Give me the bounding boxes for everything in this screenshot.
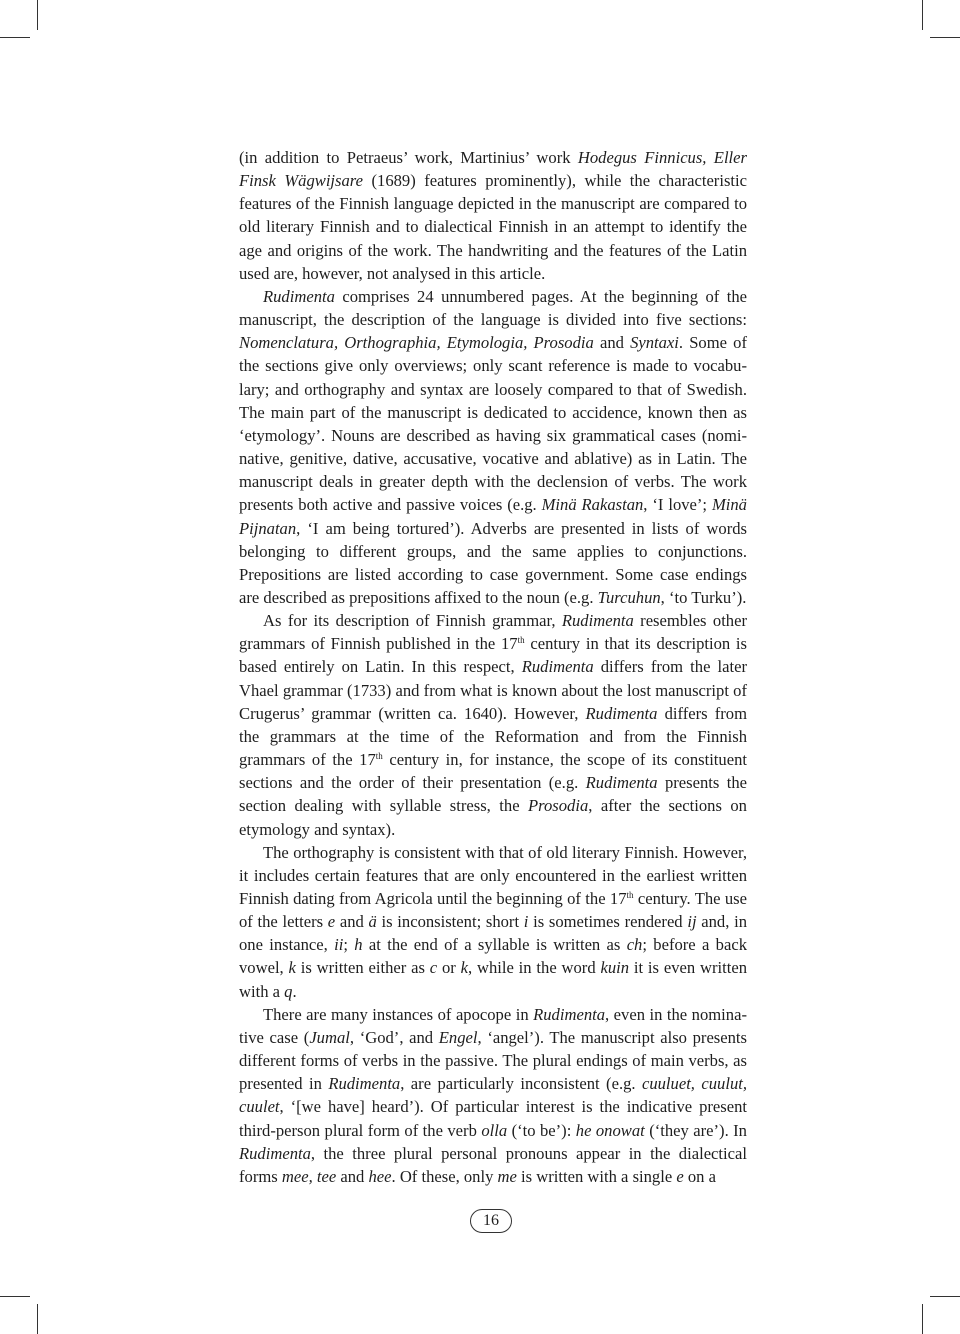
text-run: ; before a back vowel, (239, 935, 747, 978)
body-text (239, 146, 747, 1188)
italic-term: Minä Rakastan (541, 495, 644, 515)
text-run: differs from the later Vhael grammar (1733) and from what is known about the lost manuscript of Crugerus’ grammar (written ca. 1640). However, (239, 657, 748, 723)
italic-term: Minä Pijnatan (239, 495, 747, 538)
text-run: on a (683, 1166, 716, 1186)
text-run: , are particularly inconsistent (e.g. (400, 1074, 642, 1094)
paragraph (239, 146, 747, 285)
italic-term: Turcuhun (597, 587, 661, 607)
italic-term: c (429, 958, 438, 978)
text-run: (1689) features prominently), while the characteristic features of the Finnish language depicted in the manuscript are compared to old literary Finnish and to dialectical Finnish in an attempt to identify the age and origins of the work. The handwriting and the features of the Latin used are, however, not analysed in this article. (239, 171, 747, 283)
italic-term: he onowat (575, 1120, 645, 1140)
text-run: , ‘I am being tortured’). Adverbs are presented in lists of words belonging to different groups, and the same applies to conjunctions. Prepositions are listed according to case government. Some case endings are described as prepositions affixed to the noun (e.g. (239, 518, 747, 607)
italic-term: ij (687, 912, 697, 932)
italic-term: Rudimenta (585, 703, 658, 723)
crop-mark-top-left-horizontal (0, 37, 30, 38)
text-run: , while in the word (468, 958, 601, 978)
crop-mark-bottom-right-vertical (922, 1304, 923, 1334)
text-run: . Some of the sections give only overviews; only scant reference is made to vocabulary; and orthography and syntax are loosely compared to that of Swedish. The main part of the manuscript is dedicated to accidence, known then as ‘etymology’. Nouns are described as having six grammatical cases (nominative, genitive, dative, accusative, vocative and ablative) as in Latin. The manuscript deals in greater depth with the declension of verbs. The work presents both active and passive voices (e.g. (239, 333, 747, 515)
italic-term: Hodegus Finnicus, Eller Finsk Wägwijsare (239, 148, 747, 191)
italic-term: Rudimenta (239, 1143, 311, 1163)
italic-term: ch (626, 935, 643, 955)
text-run: , ‘[we have] heard’). Of particular interest is the indicative present third-person plural form of the verb (239, 1097, 747, 1140)
text-run: There are many instances of apocope in (263, 1004, 534, 1024)
text-run: , the three plural personal pronouns appear in the dialectical forms (239, 1143, 747, 1186)
text-run: , ‘I love’; (643, 495, 712, 515)
superscript: th (517, 635, 525, 646)
paragraph (239, 841, 747, 1003)
text-run: (in addition to Petraeus’ work, Martinius’ work (239, 148, 578, 167)
text-run: is written with a single (516, 1166, 677, 1186)
text-run: As for its description of Finnish grammar, (263, 611, 562, 631)
superscript: th (626, 890, 634, 900)
crop-mark-top-right-horizontal (930, 37, 960, 38)
crop-mark-top-left-vertical (37, 0, 38, 30)
text-run: resembles other grammars of Finnish published in the 17 (239, 611, 747, 654)
italic-term: k (288, 958, 296, 978)
italic-term: Rudimenta (561, 611, 634, 631)
italic-term: Rudimenta (585, 773, 658, 793)
crop-mark-bottom-left-horizontal (0, 1296, 30, 1297)
superscript: th (375, 751, 383, 762)
italic-term: i (523, 912, 529, 932)
italic-term: ii (334, 935, 344, 955)
text-run: differs from the grammars at the time of the Reformation and from the Finnish grammars of the 17 (239, 703, 747, 770)
italic-term: Nomenclatura, Orthographia, Etymologia, Prosodia (239, 333, 594, 353)
text-run: and (335, 912, 369, 932)
italic-term: Rudimenta (328, 1074, 401, 1094)
text-run: , after the sections on etymology and syntax). (239, 796, 747, 839)
italic-term: kuin (600, 958, 630, 978)
italic-term: e (327, 912, 336, 932)
text-run: century in, for instance, the scope of its constituent sections and the order of their presentation (e.g. (239, 750, 747, 793)
paragraph (239, 1003, 747, 1188)
text-run: (‘to be’): (507, 1120, 576, 1140)
text-run: . (292, 981, 297, 1001)
italic-term: ä (368, 912, 377, 932)
text-run: , even in the nominative case ( (239, 1004, 747, 1047)
text-run: century in that its description is based entirely on Latin. In this respect, (239, 634, 747, 677)
text-run: at the end of a syllable is written as (362, 935, 627, 955)
italic-term: q (284, 981, 293, 1001)
italic-term: mee, tee (281, 1166, 337, 1186)
text-run: and (593, 333, 631, 353)
crop-mark-top-right-vertical (922, 0, 923, 30)
italic-term: e (676, 1166, 684, 1186)
text-run: , ‘to Turku’). (660, 587, 747, 607)
text-run: century. The use of the letters (239, 889, 748, 932)
text-run: , ‘angel’). The manuscript also presents different forms of verbs in the passive. The plural endings of main verbs, as presented in (239, 1027, 747, 1094)
italic-term: olla (481, 1120, 508, 1140)
italic-term: Jumal (309, 1027, 350, 1047)
text-run: is written either as (295, 958, 430, 978)
italic-term: Syntaxi (630, 333, 679, 353)
crop-mark-bottom-right-horizontal (930, 1296, 960, 1297)
italic-term: Rudimenta (533, 1004, 606, 1024)
text-run: and, in one instance, (239, 912, 747, 955)
italic-term: hee (368, 1166, 392, 1186)
paragraph (239, 609, 747, 841)
italic-term: Rudimenta (263, 286, 335, 306)
text-run: The orthography is consistent with that of old literary Finnish. However, it includes certain features that are only encountered in the earliest written Finnish dating from Agricola until the beginning of the 17 (239, 842, 747, 908)
text-run: or (437, 958, 461, 978)
text-run: , ‘God’, and (349, 1027, 439, 1047)
text-run: comprises 24 unnumbered pages. At the beginning of the manuscript, the description of the language is divided into five sections: (239, 286, 747, 330)
italic-term: k (460, 958, 468, 978)
italic-term: Rudimenta (521, 657, 594, 677)
italic-term: me (497, 1166, 517, 1186)
italic-term: Prosodia (528, 796, 589, 816)
crop-mark-bottom-left-vertical (37, 1304, 38, 1334)
text-run: and (336, 1166, 369, 1186)
italic-term: cuuluet, cuulut, cuulet (239, 1074, 747, 1117)
text-run: is inconsistent; short (376, 912, 524, 932)
italic-term: h (354, 935, 363, 955)
text-run: is sometimes rendered (528, 912, 688, 932)
page-number: 16 (470, 1209, 512, 1233)
text-run: ; (343, 935, 355, 955)
paragraph (239, 285, 747, 609)
text-run: presents the section dealing with syllable stress, the (239, 773, 747, 816)
text-run: it is even written with a (239, 958, 747, 1001)
italic-term: Engel (438, 1027, 478, 1047)
text-run: (‘they are’). In (644, 1120, 747, 1140)
text-run: . Of these, only (391, 1166, 498, 1186)
